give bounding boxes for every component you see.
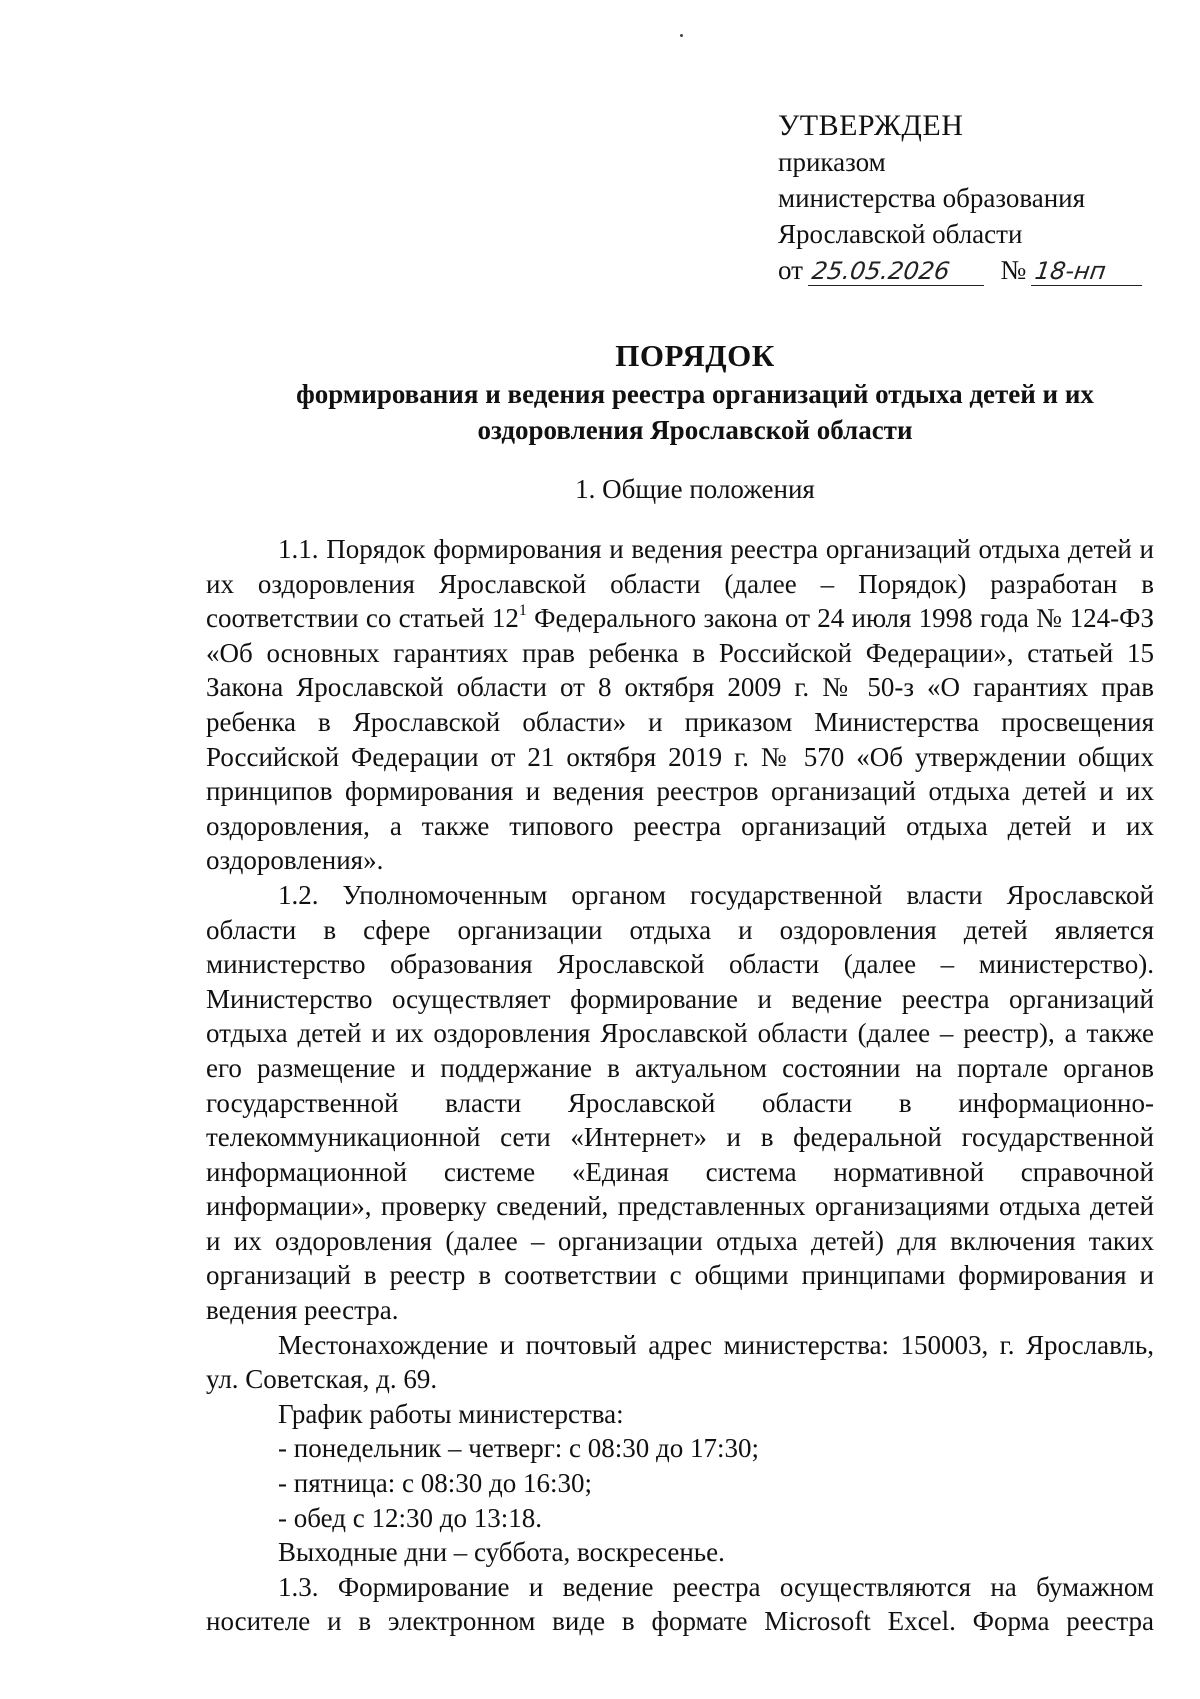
days-off: Выходные дни – суббота, воскресенье. [278,1537,725,1568]
subtitle-line-1: формирования и ведения реестра организаций отдыха детей и их [296,379,1094,409]
paragraph-1-1-part-b: Федерального закона от 24 июля 1998 года № 124-ФЗ «Об основных гарантиях прав ребенка в Российской Федерации», статьей 15 Закона Ярославской области от 8 октября 2009 г. № 50-з «О гарантиях прав ребенка в Ярославской области» и приказом Министерства просвещения Российской Федерации от 21 октября 2019 г. № 570 «Об утверждении общих принципов формирования и ведения реестров организаций отдыха детей и их оздоровления, а также типового реестра организаций отдыха детей и их оздоровления». [206,603,1155,876]
paragraph-1-2: 1.2. Уполномоченным органом государственной власти Ярославской области в сфере организации отдыха и оздоровления детей является министерство образования Ярославской области (далее – министерство). Министерство осуществляет формирование и ведение реестра организаций отдыха детей и их оздоровления Ярославской области (далее – реестр), а также его размещение и поддержание в актуальном состоянии на портале органов государственной власти Ярославской области в информационно-телекоммуникационной сети «Интернет» и в федеральной государственной информационной системе «Единая система нормативной справочной информации», проверку сведений, представленных организациями отдыха детей и их оздоровления (далее – организации отдыха детей) для включения таких организаций в реестр в соответствии с общими принципами формирования и ведения реестра. [206,879,1154,1326]
schedule-lunch: - обед с 12:30 до 13:18. [278,1502,542,1533]
number-prefix: № [1000,255,1027,285]
paragraph-1-1 [206,532,1154,878]
schedule-fri: - пятница: с 08:30 до 16:30; [278,1468,592,1499]
section-heading: 1. Общие положения [575,474,815,504]
scan-speck [680,34,683,37]
handwritten-number: 18-нп [1031,257,1146,286]
document-title: ПОРЯДОК [615,338,775,373]
approval-line-ministry: министерства образования [778,183,1086,213]
schedule-title: График работы министерства: [278,1398,624,1429]
schedule-mon-thu: - понедельник – четверг: с 08:30 до 17:30; [278,1433,760,1464]
document-subtitle [200,376,1190,448]
paragraph-1-3: 1.3. Формирование и ведение реестра осуществляются на бумажном носителе и в электронном виде в формате Microsoft Excel. Форма реестра [206,1571,1154,1637]
document-body [206,532,1154,1639]
approval-date-number-line [778,252,1144,288]
ministry-address: Местонахождение и почтовый адрес министерства: 150003, г. Ярославль, ул. Советская, д. 69. [206,1329,1154,1395]
approval-stamp-block [778,108,1144,288]
date-prefix: от [778,255,803,285]
approval-line-region: Ярославской области [778,219,1023,249]
paragraph-1-1-part-a: 1.1. Порядок формирования и ведения реестра организаций отдыха детей и их оздоровления Ярославской области (далее – Порядок) разработан в соответствии со статьей 12 [206,534,1154,634]
handwritten-date: 25.05.2026 [808,257,988,286]
article-superscript: 1 [518,602,527,620]
approval-line-order: приказом [778,147,886,177]
subtitle-line-2: оздоровления Ярославской области [477,415,913,445]
approval-title: УТВЕРЖДЕН [778,109,964,142]
